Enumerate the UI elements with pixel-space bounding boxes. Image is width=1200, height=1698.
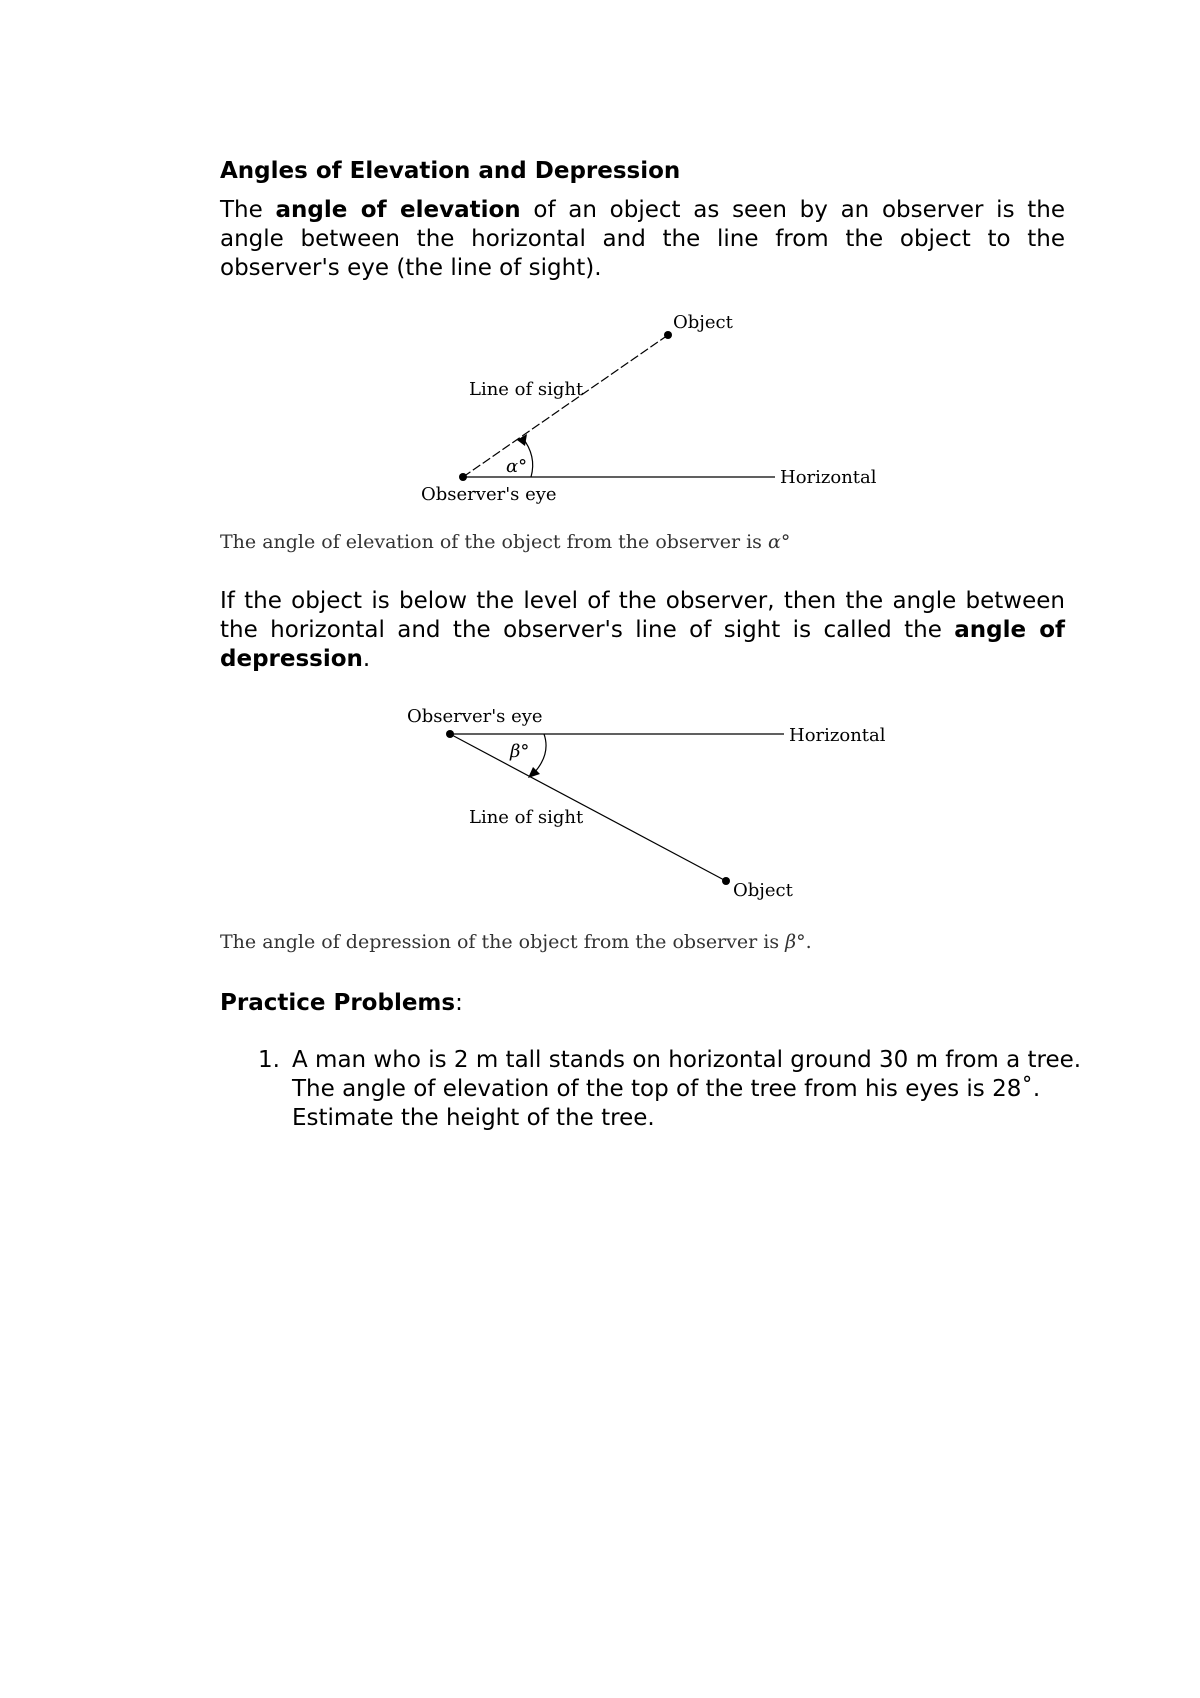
observer-label: Observer's eye — [421, 484, 557, 505]
beta-angle-label: β° — [510, 741, 530, 762]
line-of-sight-label-2: Line of sight — [469, 807, 584, 828]
observer-dot-2 — [446, 730, 454, 738]
problem-line: Estimate the height of the tree. — [292, 1105, 655, 1131]
object-dot-2 — [722, 877, 730, 885]
term-angle-of-depression: angle of depression — [220, 617, 1066, 672]
caption1-text: The angle of elevation of the object from the observer is — [220, 531, 762, 553]
para2-post: . — [362, 646, 371, 672]
caption2-text: The angle of depression of the object from the observer is — [220, 931, 780, 953]
para2-pre: If the object is below the level of the observer, then the angle between the horizontal and the observer's line of sight is called the — [220, 588, 1065, 643]
problem-number: 1. — [258, 1047, 280, 1073]
caption2-symbol: β° — [785, 931, 806, 953]
caption2-post: . — [805, 931, 812, 953]
observer-label-2: Observer's eye — [407, 706, 543, 727]
page-title: Angles of Elevation and Depression — [220, 158, 681, 184]
line-of-sight-label: Line of sight — [469, 379, 584, 400]
horizontal-label-2: Horizontal — [789, 725, 886, 746]
practice-heading-text: Practice Problems — [220, 990, 456, 1016]
depression-caption — [220, 931, 812, 953]
horizontal-label: Horizontal — [780, 467, 877, 488]
object-label: Object — [673, 312, 733, 333]
problem-line: The angle of elevation of the top of the tree from his eyes is 28˚. — [292, 1076, 1041, 1102]
term-angle-of-elevation: angle of elevation — [275, 197, 521, 223]
alpha-angle-label: α° — [506, 456, 528, 477]
problem-line: A man who is 2 m tall stands on horizontal ground 30 m from a tree. — [292, 1047, 1082, 1073]
angle-arc-2 — [534, 734, 546, 773]
para1-pre: The — [220, 197, 263, 223]
practice-heading-colon: : — [455, 990, 463, 1016]
caption1-symbol: α° — [767, 531, 791, 553]
practice-heading — [220, 990, 463, 1016]
para1-post: of an object as seen by an observer is the angle between the horizontal and the line from the object to the observer's eye (the line of sight). — [220, 197, 1066, 281]
problem-text — [292, 1046, 1081, 1133]
object-label-2: Object — [733, 880, 793, 901]
